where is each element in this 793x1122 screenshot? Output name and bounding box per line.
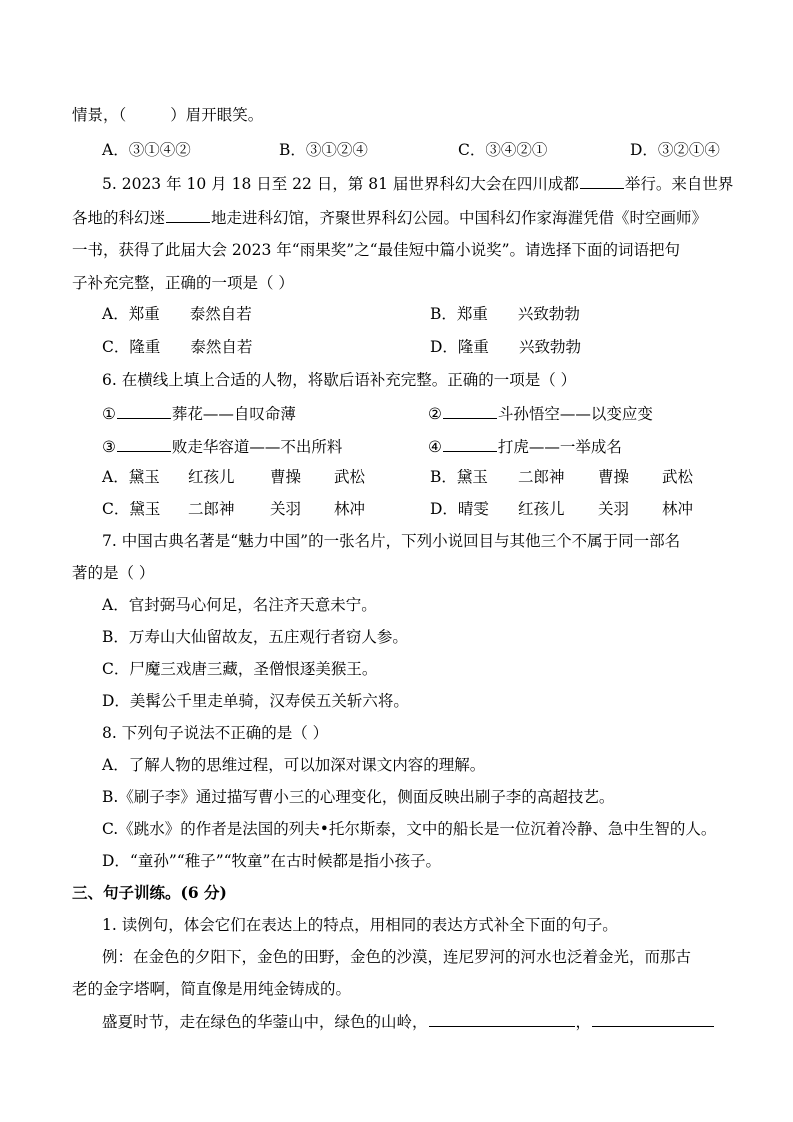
q4-option-c: C．③④②①: [458, 141, 548, 159]
q5-option-d: [430, 336, 581, 358]
q8-option-a: A．了解人物的思维过程，可以加深对课文内容的理解。: [102, 756, 486, 774]
q7-option-c: C．尸魔三戏唐三藏，圣僧恨逐美猴王。: [102, 660, 378, 678]
q5-text-2a: 各地的科幻迷: [72, 209, 166, 227]
q5-line-1: [102, 172, 733, 195]
s3-example-2: 老的金字塔啊，简直像是用纯金铸成的。: [72, 980, 352, 998]
q5-b-word1: B．郑重: [430, 305, 488, 323]
q8-stem: 8. 下列句子说法不正确的是（ ）: [102, 724, 329, 742]
q6-option-d-3: 关羽: [598, 500, 630, 518]
s3-answer-blank-2[interactable]: [592, 1010, 714, 1027]
q7-option-b: B．万寿山大仙留故友，五庄观行者窃人参。: [102, 628, 408, 646]
q8-option-c: C.《跳水》的作者是法国的列夫•托尔斯泰，文中的船长是一位沉着冷静、急中生智的人。: [102, 820, 717, 838]
q6-blank-2: [443, 402, 497, 419]
q6-stem: 6. 在横线上填上合适的人物，将歇后语补充完整。正确的一项是（ ）: [102, 371, 577, 389]
q6-item-2: [428, 402, 653, 425]
q6-option-a-1: A．黛玉: [102, 468, 160, 486]
q6-item-3-text: 败走华容道——不出所料: [171, 438, 343, 456]
q5-b-word2: 兴致勃勃: [517, 305, 580, 323]
s3-example-1: 例：在金色的夕阳下，金色的田野，金色的沙漠，连尼罗河的河水也泛着金光，而那古: [102, 948, 692, 966]
q6-item-1-text: 葬花——自叹命薄: [171, 405, 296, 423]
q6-item-3-num: ③: [102, 438, 116, 456]
q5-text-2b: 地走进科幻馆，齐聚世界科幻公园。中国科幻作家海漄凭借《时空画师》: [211, 209, 708, 227]
s3-fill-text-b: ，: [575, 1013, 592, 1031]
s3-q1-stem: 1. 读例句，体会它们在表达上的特点，用相同的表达方式补全下面的句子。: [102, 916, 618, 934]
q6-item-2-text: 斗孙悟空——以变应变: [497, 405, 653, 423]
q6-item-3: [102, 435, 342, 458]
q4-option-d: D．③②①④: [630, 141, 720, 159]
q6-option-c-4: 林冲: [334, 500, 366, 518]
q4-stem-post: ）眉开眼笑。: [170, 106, 264, 124]
q4-option-b: B．③①②④: [279, 141, 368, 159]
q6-option-b-1: B．黛玉: [430, 468, 488, 486]
q4-option-a: A．③①④②: [102, 141, 191, 159]
q6-option-d-4: 林冲: [662, 500, 694, 518]
q6-option-b-2: 二郎神: [518, 468, 565, 486]
q5-text-1a: 5. 2023 年 10 月 18 日至 22 日，第 81 届世界科幻大会在四川成都: [102, 175, 579, 193]
q4-stem-pre: 情景，（: [72, 106, 127, 124]
q5-blank-2: [166, 206, 210, 223]
q5-d-word1: D．隆重: [430, 338, 489, 356]
q6-item-4-text: 打虎——一举成名: [497, 438, 622, 456]
section-3-heading: 三、句子训练。(6 分): [72, 883, 227, 902]
q5-line-3: 一书，获得了此届大会 2023 年“雨果奖”之“最佳短中篇小说奖”。请选择下面的词语把句: [72, 241, 680, 259]
q5-option-c: [102, 336, 252, 358]
s3-answer-blank-1[interactable]: [429, 1010, 575, 1027]
q5-option-a: [102, 303, 252, 325]
s3-fill-text-a: 盛夏时节，走在绿色的华蓥山中，绿色的山岭，: [102, 1013, 428, 1031]
q5-option-b: [430, 303, 580, 325]
q6-item-2-num: ②: [428, 405, 442, 423]
q7-stem-2: 著的是（ ）: [72, 564, 155, 582]
q6-option-c-1: C．黛玉: [102, 500, 161, 518]
q6-blank-1: [117, 402, 171, 419]
q6-option-d-2: 红孩儿: [518, 500, 565, 518]
q6-option-b-4: 武松: [662, 468, 694, 486]
q6-item-1: [102, 402, 296, 425]
q5-text-1b: 举行。来自世界: [624, 175, 734, 193]
q5-c-word1: C．隆重: [102, 338, 161, 356]
q6-option-d-1: D．晴雯: [430, 500, 489, 518]
q6-item-1-num: ①: [102, 405, 116, 423]
q6-blank-3: [117, 435, 171, 452]
q5-line-2: [72, 206, 707, 229]
q6-option-c-3: 关羽: [270, 500, 302, 518]
q8-option-b: B.《刷子李》通过描写曹小三的心理变化，侧面反映出刷子李的高超技艺。: [102, 788, 615, 806]
q6-option-a-2: 红孩儿: [188, 468, 235, 486]
q5-blank-1: [580, 172, 624, 189]
q4-stem-tail: [72, 104, 263, 126]
q6-option-c-2: 二郎神: [188, 500, 235, 518]
q7-option-a: A．官封弼马心何足，名注齐天意未宁。: [102, 596, 377, 614]
q6-option-a-3: 曹操: [270, 468, 302, 486]
q6-blank-4: [443, 435, 497, 452]
q6-item-4: [428, 435, 622, 458]
q8-option-d: D．“童孙”“稚子”“牧童”在古时候都是指小孩子。: [102, 852, 441, 870]
q6-option-b-3: 曹操: [598, 468, 630, 486]
q7-stem-1: 7. 中国古典名著是“魅力中国”的一张名片，下列小说回目与其他三个不属于同一部名: [102, 532, 681, 550]
q5-a-word2: 泰然自若: [189, 305, 252, 323]
q5-a-word1: A．郑重: [102, 305, 160, 323]
q6-item-4-num: ④: [428, 438, 442, 456]
q5-d-word2: 兴致勃勃: [518, 338, 581, 356]
q7-option-d: D．美髯公千里走单骑，汉寿侯五关斩六将。: [102, 692, 409, 710]
s3-fill-line: [102, 1010, 715, 1033]
q5-line-4: 子补充完整，正确的一项是（ ）: [72, 274, 294, 292]
q5-c-word2: 泰然自若: [190, 338, 253, 356]
q6-option-a-4: 武松: [334, 468, 366, 486]
